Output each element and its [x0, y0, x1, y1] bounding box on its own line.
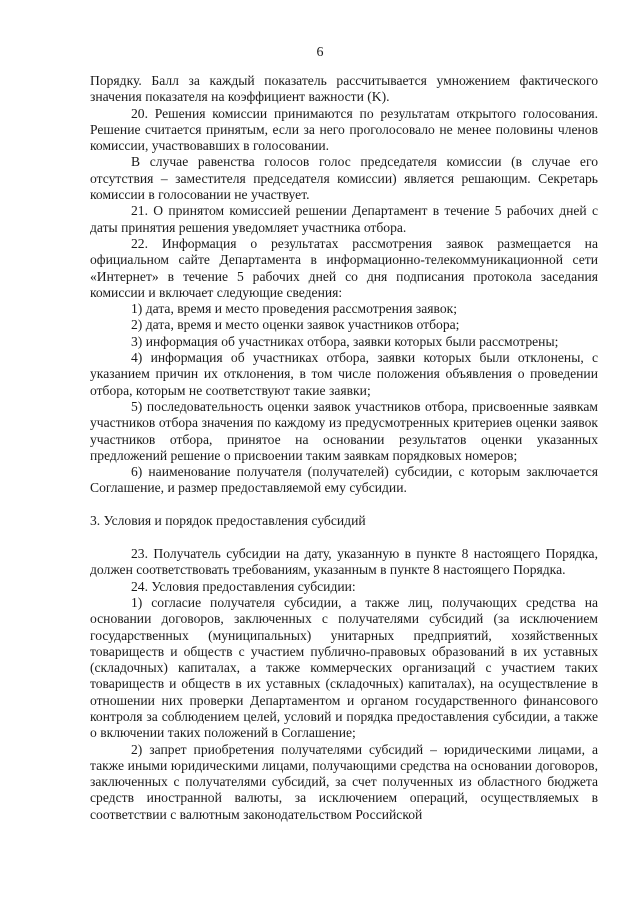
list-item-24-1: 1) согласие получателя субсидии, а также лиц, получающих средства на основании договоров, заключенных с получателями субсидий (за исключением государственных (муниципальных) унитарных предприятий, хозяйственных товариществ и обществ с участием публично-правовых образований в их уставных (складочных) капиталах, а также коммерческих организаций с участием таких товариществ и обществ в их уставных (складочных) капиталах), на осуществление в отношении них проверки Департаментом и органом государственного финансового контроля за соблюдением целей, условий и порядка предоставления субсидии, а также о включении таких положений в Соглашение;	[90, 594, 598, 741]
list-item-22-4: 4) информация об участниках отбора, заявки которых были отклонены, с указанием причин их отклонения, в том числе положения объявления о проведении отбора, которым не соответствуют такие заявки;	[90, 350, 598, 398]
list-item-22-1: 1) дата, время и место проведения рассмотрения заявок;	[131, 301, 458, 317]
list-item-22-3: 3) информация об участниках отбора, заявки которых были рассмотрены;	[131, 333, 559, 349]
paragraph-item-22: 22. Информация о результатах рассмотрения заявок размещается на официальном сайте Департамента в информационно-телекоммуникационной сети «Интернет» в течение 5 рабочих дней со дня подписания протокола заседания комиссии и включает следующие сведения:	[90, 235, 598, 300]
paragraph-continuation: Порядку. Балл за каждый показатель рассчитывается умножением фактического значения показателя на коэффициент важности (K).	[90, 73, 598, 105]
paragraph-item-24: 24. Условия предоставления субсидии:	[131, 578, 356, 594]
paragraph-tie-vote: В случае равенства голосов голос председателя комиссии (в случае его отсутствия – заместителя председателя комиссии) является решающим. Секретарь комиссии в голосовании не участвует.	[90, 154, 598, 203]
page-number: 6	[316, 45, 324, 60]
list-item-22-5: 5) последовательность оценки заявок участников отбора, присвоенные заявкам участников отбора значения по каждому из предусмотренных критериев оценки заявок участников отбора, принятое на основании результатов оценки указанных предложений решение о присвоении таким заявкам порядковых номеров;	[90, 398, 598, 463]
list-item-24-2: 2) запрет приобретения получателями субсидий – юридическими лицами, а также иными юридическими лицами, получающими средства на основании договоров, заключенных с получателями субсидий, за счет полученных из областного бюджета средств иностранной валюты, за исключением операций, осуществляемых в соответствии с валютным законодательством Российской	[90, 741, 598, 822]
paragraph-item-20: 20. Решения комиссии принимаются по результатам открытого голосования. Решение считается принятым, если за него проголосовало не менее половины членов комиссии, участвовавших в голосовании.	[90, 105, 598, 154]
paragraph-item-21: 21. О принятом комиссией решении Департамент в течение 5 рабочих дней с даты принятия решения уведомляет участника отбора.	[90, 203, 598, 235]
list-item-22-6: 6) наименование получателя (получателей) субсидии, с которым заключается Соглашение, и размер предоставляемой ему субсидии.	[90, 464, 598, 496]
document-body	[90, 73, 598, 823]
list-item-22-2: 2) дата, время и место оценки заявок участников отбора;	[131, 317, 460, 333]
paragraph-item-23: 23. Получатель субсидии на дату, указанную в пункте 8 настоящего Порядка, должен соответствовать требованиям, указанным в пункте 8 настоящего Порядка.	[90, 546, 598, 578]
section-heading: 3. Условия и порядок предоставления субсидий	[90, 512, 366, 528]
